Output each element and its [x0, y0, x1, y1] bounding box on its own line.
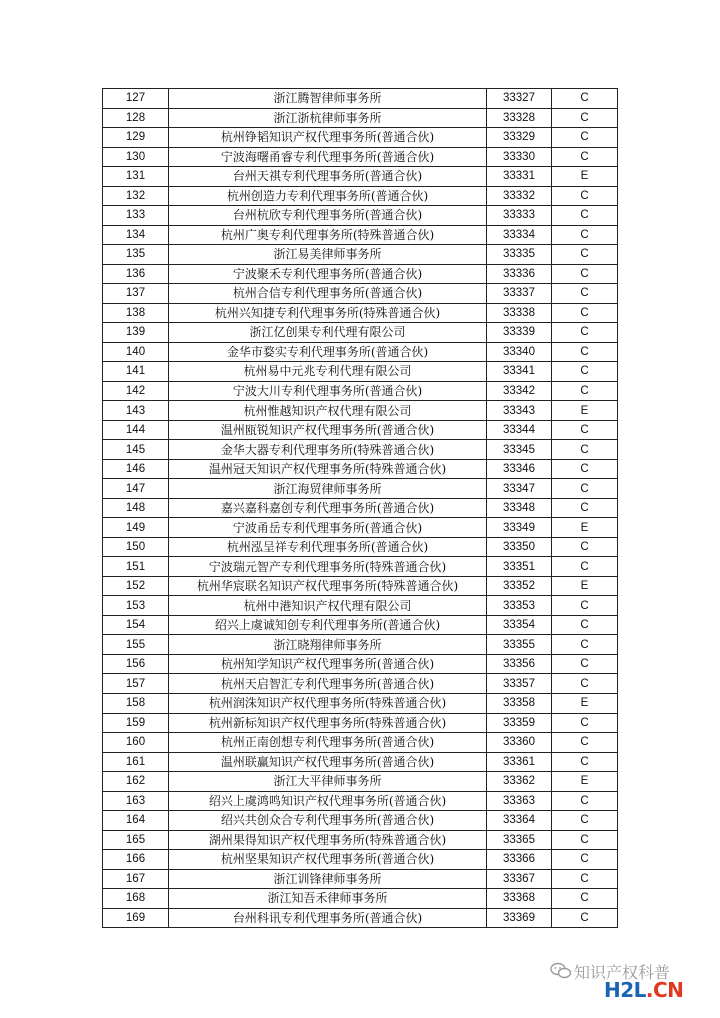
agency-name: 杭州合信专利代理事务所(普通合伙)	[169, 284, 487, 304]
table-row	[103, 167, 618, 187]
agency-name: 杭州正南创想专利代理事务所(普通合伙)	[169, 733, 487, 753]
agency-code: 33368	[487, 889, 552, 909]
row-number: 167	[103, 869, 169, 889]
grade: C	[552, 869, 618, 889]
agency-code: 33335	[487, 245, 552, 265]
grade: C	[552, 635, 618, 655]
grade: E	[552, 693, 618, 713]
agency-code: 33351	[487, 557, 552, 577]
agency-name: 浙江知吾禾律师事务所	[169, 889, 487, 909]
row-number: 158	[103, 693, 169, 713]
logo-h2l: H2L	[604, 978, 646, 1002]
row-number: 153	[103, 596, 169, 616]
agency-code: 33361	[487, 752, 552, 772]
grade: C	[552, 89, 618, 109]
agency-code: 33337	[487, 284, 552, 304]
table-row	[103, 693, 618, 713]
agency-name: 台州科讯专利代理事务所(普通合伙)	[169, 908, 487, 928]
row-number: 144	[103, 420, 169, 440]
row-number: 146	[103, 459, 169, 479]
table-row	[103, 362, 618, 382]
grade: C	[552, 323, 618, 343]
watermark	[550, 958, 710, 1004]
agency-name: 温州联赢知识产权代理事务所(普通合伙)	[169, 752, 487, 772]
row-number: 163	[103, 791, 169, 811]
agency-name: 宁波甬岳专利代理事务所(普通合伙)	[169, 518, 487, 538]
agency-name: 嘉兴嘉科嘉创专利代理事务所(普通合伙)	[169, 498, 487, 518]
agency-name: 杭州创造力专利代理事务所(普通合伙)	[169, 186, 487, 206]
agency-name: 浙江浙杭律师事务所	[169, 108, 487, 128]
agency-name: 湖州果得知识产权代理事务所(特殊普通合伙)	[169, 830, 487, 850]
table-row	[103, 791, 618, 811]
agency-code: 33348	[487, 498, 552, 518]
agency-code: 33366	[487, 850, 552, 870]
grade: C	[552, 733, 618, 753]
agency-code: 33328	[487, 108, 552, 128]
grade: C	[552, 284, 618, 304]
grade: C	[552, 440, 618, 460]
table-row	[103, 225, 618, 245]
table-row	[103, 108, 618, 128]
row-number: 147	[103, 479, 169, 499]
grade: C	[552, 674, 618, 694]
grade: C	[552, 479, 618, 499]
row-number: 140	[103, 342, 169, 362]
agency-code: 33350	[487, 537, 552, 557]
row-number: 133	[103, 206, 169, 226]
agency-name: 杭州中港知识产权代理有限公司	[169, 596, 487, 616]
agency-code: 33331	[487, 167, 552, 187]
row-number: 138	[103, 303, 169, 323]
table-row	[103, 323, 618, 343]
agency-name: 金华市婺实专利代理事务所(普通合伙)	[169, 342, 487, 362]
table-row	[103, 89, 618, 109]
row-number: 129	[103, 128, 169, 148]
agency-code: 33334	[487, 225, 552, 245]
wechat-icon	[550, 962, 572, 980]
table-row	[103, 557, 618, 577]
table-row	[103, 284, 618, 304]
agency-table	[102, 88, 618, 928]
agency-code: 33357	[487, 674, 552, 694]
agency-code: 33327	[487, 89, 552, 109]
agency-code: 33352	[487, 576, 552, 596]
agency-name: 杭州泓呈祥专利代理事务所(普通合伙)	[169, 537, 487, 557]
row-number: 165	[103, 830, 169, 850]
agency-name: 浙江海贸律师事务所	[169, 479, 487, 499]
row-number: 159	[103, 713, 169, 733]
grade: C	[552, 654, 618, 674]
agency-name: 浙江晓翔律师事务所	[169, 635, 487, 655]
agency-name: 杭州润洙知识产权代理事务所(特殊普通合伙)	[169, 693, 487, 713]
table-row	[103, 850, 618, 870]
table-row	[103, 420, 618, 440]
row-number: 161	[103, 752, 169, 772]
table-row	[103, 303, 618, 323]
grade: C	[552, 264, 618, 284]
agency-code: 33349	[487, 518, 552, 538]
agency-name: 浙江亿创果专利代理有限公司	[169, 323, 487, 343]
agency-code: 33339	[487, 323, 552, 343]
grade: C	[552, 381, 618, 401]
row-number: 131	[103, 167, 169, 187]
table-row	[103, 381, 618, 401]
agency-name: 浙江训锋律师事务所	[169, 869, 487, 889]
table-row	[103, 869, 618, 889]
grade: C	[552, 498, 618, 518]
agency-name: 温州瓯锐知识产权代理事务所(普通合伙)	[169, 420, 487, 440]
agency-code: 33340	[487, 342, 552, 362]
agency-name: 台州天祺专利代理事务所(普通合伙)	[169, 167, 487, 187]
table-row	[103, 206, 618, 226]
agency-name: 金华大器专利代理事务所(特殊普通合伙)	[169, 440, 487, 460]
row-number: 137	[103, 284, 169, 304]
agency-code: 33342	[487, 381, 552, 401]
agency-name: 杭州坚果知识产权代理事务所(普通合伙)	[169, 850, 487, 870]
grade: C	[552, 908, 618, 928]
row-number: 130	[103, 147, 169, 167]
table-row	[103, 654, 618, 674]
row-number: 157	[103, 674, 169, 694]
table-row	[103, 459, 618, 479]
table-row	[103, 908, 618, 928]
agency-name: 绍兴共创众合专利代理事务所(普通合伙)	[169, 811, 487, 831]
agency-name: 浙江大平律师事务所	[169, 772, 487, 792]
row-number: 141	[103, 362, 169, 382]
table-row	[103, 245, 618, 265]
agency-code: 33360	[487, 733, 552, 753]
row-number: 169	[103, 908, 169, 928]
table-row	[103, 733, 618, 753]
table-row	[103, 518, 618, 538]
row-number: 150	[103, 537, 169, 557]
grade: C	[552, 147, 618, 167]
agency-code: 33363	[487, 791, 552, 811]
grade: E	[552, 772, 618, 792]
grade: C	[552, 108, 618, 128]
row-number: 143	[103, 401, 169, 421]
grade: E	[552, 401, 618, 421]
table-row	[103, 772, 618, 792]
row-number: 142	[103, 381, 169, 401]
row-number: 151	[103, 557, 169, 577]
agency-code: 33343	[487, 401, 552, 421]
grade: C	[552, 342, 618, 362]
agency-code: 33369	[487, 908, 552, 928]
table-body	[103, 89, 618, 928]
agency-name: 杭州广奥专利代理事务所(特殊普通合伙)	[169, 225, 487, 245]
grade: C	[552, 752, 618, 772]
logo-cn: .CN	[645, 978, 684, 1002]
table-row	[103, 498, 618, 518]
row-number: 166	[103, 850, 169, 870]
table-row	[103, 186, 618, 206]
grade: C	[552, 889, 618, 909]
agency-name: 杭州天启智汇专利代理事务所(普通合伙)	[169, 674, 487, 694]
agency-code: 33367	[487, 869, 552, 889]
row-number: 132	[103, 186, 169, 206]
grade: C	[552, 186, 618, 206]
grade: E	[552, 167, 618, 187]
site-logo	[604, 978, 683, 1002]
agency-name: 宁波瑞元智产专利代理事务所(特殊普通合伙)	[169, 557, 487, 577]
row-number: 134	[103, 225, 169, 245]
table-row	[103, 635, 618, 655]
agency-code: 33338	[487, 303, 552, 323]
agency-code: 33355	[487, 635, 552, 655]
table-row	[103, 752, 618, 772]
grade: C	[552, 303, 618, 323]
agency-name: 宁波海曙甬睿专利代理事务所(普通合伙)	[169, 147, 487, 167]
table-row	[103, 889, 618, 909]
grade: C	[552, 206, 618, 226]
agency-code: 33332	[487, 186, 552, 206]
table-row	[103, 440, 618, 460]
agency-name: 浙江易美律师事务所	[169, 245, 487, 265]
grade: C	[552, 850, 618, 870]
row-number: 160	[103, 733, 169, 753]
table-row	[103, 264, 618, 284]
agency-name: 温州冠天知识产权代理事务所(特殊普通合伙)	[169, 459, 487, 479]
row-number: 152	[103, 576, 169, 596]
agency-name: 绍兴上虞鸿鸣知识产权代理事务所(普通合伙)	[169, 791, 487, 811]
agency-name: 宁波大川专利代理事务所(普通合伙)	[169, 381, 487, 401]
agency-code: 33345	[487, 440, 552, 460]
agency-code: 33359	[487, 713, 552, 733]
grade: E	[552, 518, 618, 538]
row-number: 156	[103, 654, 169, 674]
table-row	[103, 147, 618, 167]
agency-name: 杭州惟越知识产权代理有限公司	[169, 401, 487, 421]
agency-name: 杭州易中元兆专利代理有限公司	[169, 362, 487, 382]
row-number: 155	[103, 635, 169, 655]
agency-code: 33347	[487, 479, 552, 499]
agency-name: 宁波聚禾专利代理事务所(普通合伙)	[169, 264, 487, 284]
grade: C	[552, 420, 618, 440]
row-number: 128	[103, 108, 169, 128]
agency-code: 33365	[487, 830, 552, 850]
grade: C	[552, 362, 618, 382]
agency-name: 杭州兴知捷专利代理事务所(特殊普通合伙)	[169, 303, 487, 323]
table-row	[103, 479, 618, 499]
grade: C	[552, 615, 618, 635]
table-row	[103, 576, 618, 596]
agency-code: 33354	[487, 615, 552, 635]
agency-code: 33356	[487, 654, 552, 674]
grade: E	[552, 576, 618, 596]
grade: C	[552, 128, 618, 148]
table-row	[103, 128, 618, 148]
agency-name: 杭州华宸联名知识产权代理事务所(特殊普通合伙)	[169, 576, 487, 596]
grade: C	[552, 245, 618, 265]
grade: C	[552, 537, 618, 557]
row-number: 162	[103, 772, 169, 792]
agency-name: 绍兴上虞诚知创专利代理事务所(普通合伙)	[169, 615, 487, 635]
grade: C	[552, 557, 618, 577]
table-row	[103, 596, 618, 616]
agency-code: 33333	[487, 206, 552, 226]
table-row	[103, 342, 618, 362]
agency-code: 33329	[487, 128, 552, 148]
agency-name: 杭州铮韬知识产权代理事务所(普通合伙)	[169, 128, 487, 148]
agency-name: 浙江腾智律师事务所	[169, 89, 487, 109]
agency-code: 33330	[487, 147, 552, 167]
agency-code: 33344	[487, 420, 552, 440]
agency-code: 33362	[487, 772, 552, 792]
agency-code: 33336	[487, 264, 552, 284]
agency-code: 33364	[487, 811, 552, 831]
table-row	[103, 401, 618, 421]
agency-code: 33346	[487, 459, 552, 479]
grade: C	[552, 791, 618, 811]
row-number: 139	[103, 323, 169, 343]
agency-code: 33353	[487, 596, 552, 616]
row-number: 168	[103, 889, 169, 909]
agency-name: 杭州新标知识产权代理事务所(特殊普通合伙)	[169, 713, 487, 733]
grade: C	[552, 811, 618, 831]
grade: C	[552, 713, 618, 733]
row-number: 135	[103, 245, 169, 265]
grade: C	[552, 830, 618, 850]
row-number: 154	[103, 615, 169, 635]
table-row	[103, 674, 618, 694]
agency-code: 33341	[487, 362, 552, 382]
row-number: 149	[103, 518, 169, 538]
agency-name: 杭州知学知识产权代理事务所(普通合伙)	[169, 654, 487, 674]
table-row	[103, 811, 618, 831]
agency-name: 台州杭欣专利代理事务所(普通合伙)	[169, 206, 487, 226]
row-number: 136	[103, 264, 169, 284]
table-row	[103, 615, 618, 635]
grade: C	[552, 225, 618, 245]
grade: C	[552, 459, 618, 479]
agency-code: 33358	[487, 693, 552, 713]
row-number: 164	[103, 811, 169, 831]
row-number: 127	[103, 89, 169, 109]
table-row	[103, 537, 618, 557]
row-number: 145	[103, 440, 169, 460]
row-number: 148	[103, 498, 169, 518]
watermark-text: 知识产权科普	[574, 963, 671, 982]
table-row	[103, 713, 618, 733]
grade: C	[552, 596, 618, 616]
table-row	[103, 830, 618, 850]
